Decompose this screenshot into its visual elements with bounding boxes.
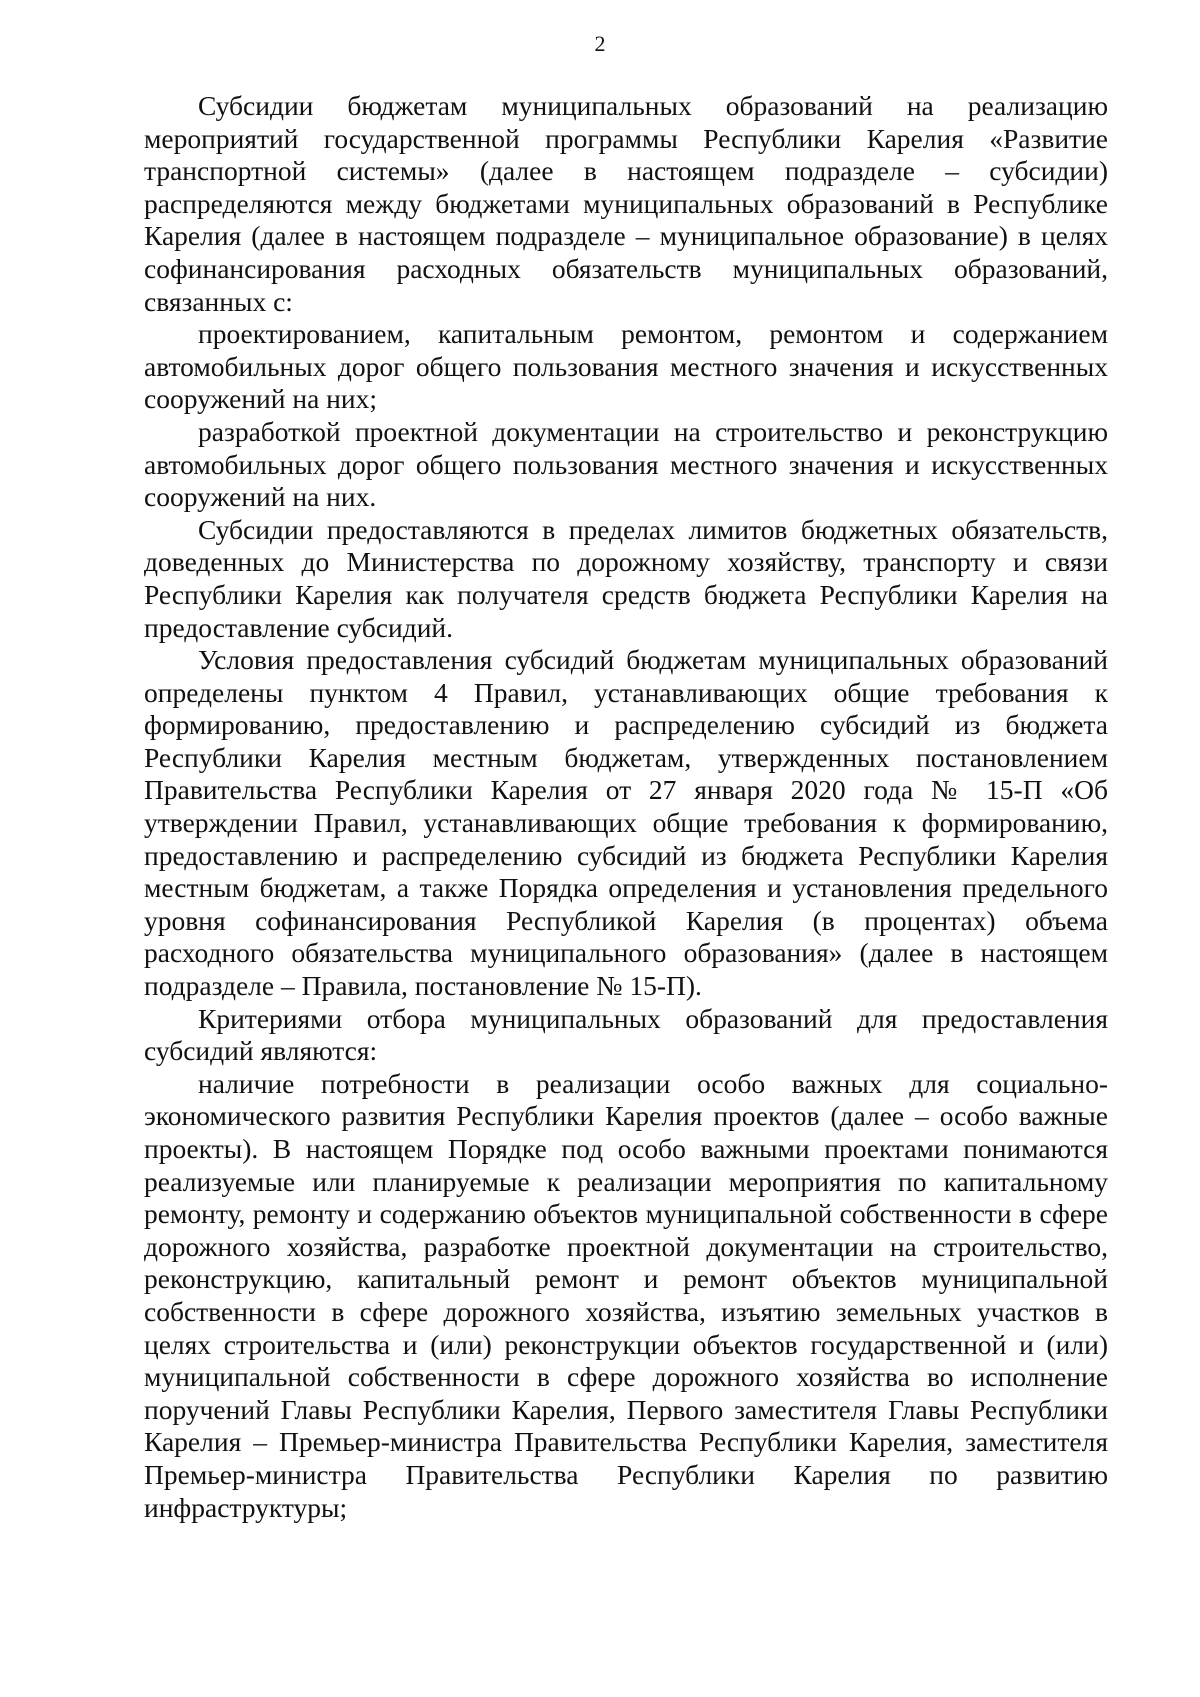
paragraph-important-projects: наличие потребности в реализации особо важных для социально-экономического развития Республики Карелия проектов (далее – особо важные проекты). В настоящем Порядке под особо важными проектами понимаются реализуемые или планируемые к реализации мероприятия по капитальному ремонту, ремонту и содержанию объектов муниципальной собственности в сфере дорожного хозяйства, разработке проектной документации на строительство, реконструкцию, капитальный ремонт и ремонт объектов муниципальной собственности в сфере дорожного хозяйства, изъятию земельных участков в целях строительства и (или) реконструкции объектов государственной и (или) муниципальной собственности в сфере дорожного хозяйства во исполнение поручений Главы Республики Карелия, Первого заместителя Главы Республики Карелия – Премьер-министра Правительства Республики Карелия, заместителя Премьер-министра Правительства Республики Карелия по развитию инфраструктуры; bbox=[144, 1067, 1108, 1523]
paragraph-road-design-repair: проектированием, капитальным ремонтом, ремонтом и содержанием автомобильных дорог общего пользования местного значения и искусственных сооружений на них; bbox=[144, 318, 1108, 415]
page-number: 2 bbox=[594, 31, 606, 56]
paragraph-design-documentation: разработкой проектной документации на строительство и реконструкцию автомобильных дорог общего пользования местного значения и искусственных сооружений на них. bbox=[144, 415, 1108, 513]
paragraph-selection-criteria: Критериями отбора муниципальных образований для предоставления субсидий являются: bbox=[144, 1002, 1108, 1067]
paragraph-subsidies-purpose: Субсидии бюджетам муниципальных образований на реализацию мероприятий государственной программы Республики Карелия «Развитие транспортной системы» (далее в настоящем подразделе – субсидии) распределяются между бюджетами муниципальных образований в Республике Карелия (далее в настоящем подразделе – муниципальное образование) в целях софинансирования расходных обязательств муниципальных образований, связанных с: bbox=[144, 90, 1108, 317]
paragraph-subsidy-limits: Субсидии предоставляются в пределах лимитов бюджетных обязательств, доведенных до Министерства по дорожному хозяйству, транспорту и связи Республики Карелия как получателя средств бюджета Республики Карелия на предоставление субсидий. bbox=[144, 513, 1108, 643]
document-body bbox=[144, 90, 1108, 1524]
paragraph-subsidy-conditions: Условия предоставления субсидий бюджетам муниципальных образований определены пунктом 4 Правил, устанавливающих общие требования к формированию, предоставлению и распределению субсидий из бюджета Республики Карелия местным бюджетам, утвержденных постановлением Правительства Республики Карелия от 27 января 2020 года № 15-П «Об утверждении Правил, устанавливающих общие требования к формированию, предоставлению и распределению субсидий из бюджета Республики Карелия местным бюджетам, а также Порядка определения и установления предельного уровня софинансирования Республикой Карелия (в процентах) объема расходного обязательства муниципального образования» (далее в настоящем подразделе – Правила, постановление № 15-П). bbox=[144, 644, 1108, 1002]
